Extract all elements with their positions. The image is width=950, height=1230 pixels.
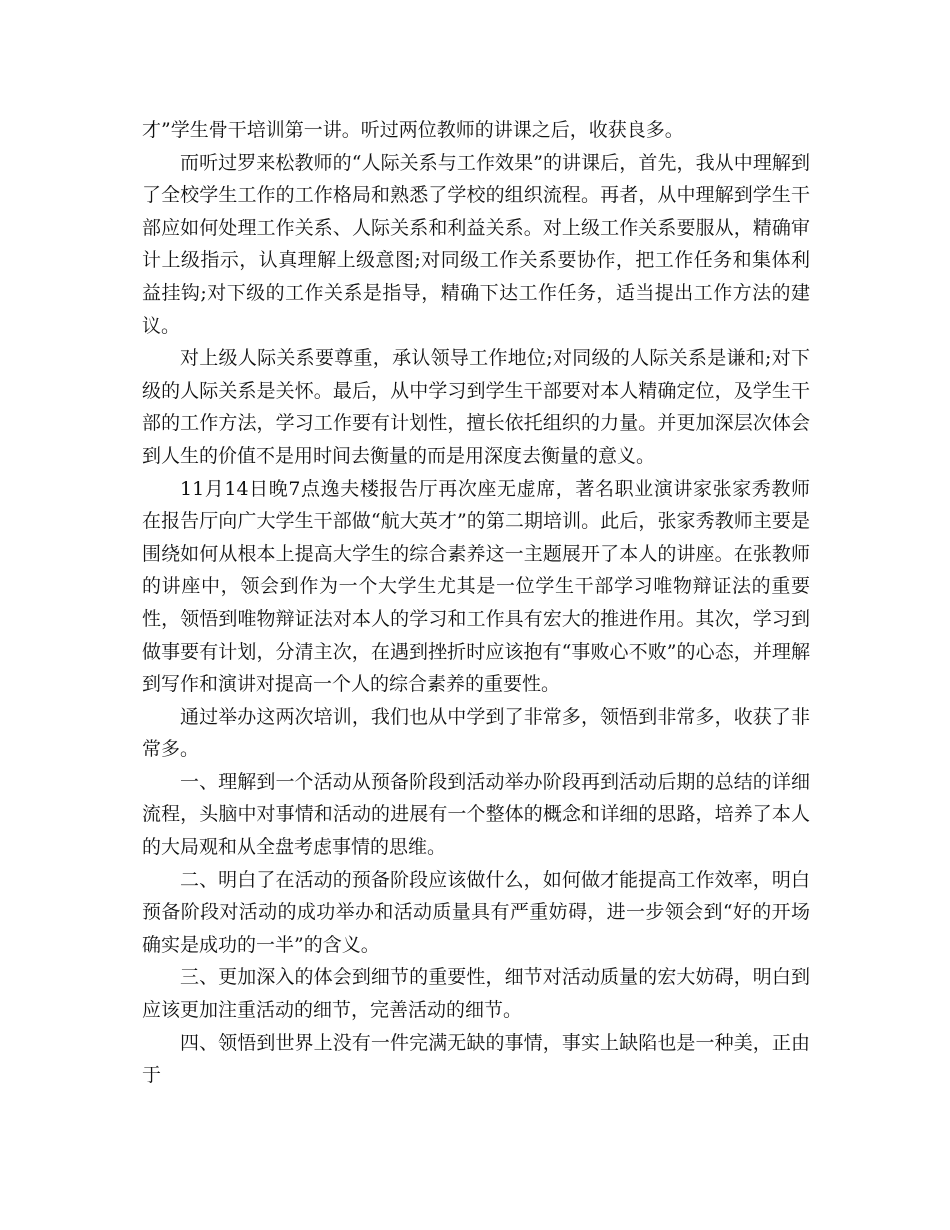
list-paragraph: 三、更加深入的体会到细节的重要性，细节对活动质量的宏大妨碍，明白到应该更加注重活动的细节，完善活动的细节。 [142, 966, 810, 1022]
paragraph-continuation: 才”学生骨干培训第一讲。听过两位教师的讲课之后，收获良多。 [142, 119, 684, 141]
document-body [142, 114, 810, 1092]
list-paragraph: 四、领悟到世界上没有一件完满无缺的事情，事实上缺陷也是一种美，正由于 [142, 1031, 810, 1087]
paragraph: 通过举办这两次培训，我们也从中学到了非常多，领悟到非常多，收获了非常多。 [142, 705, 810, 761]
paragraph: 11月14日晚7点逸夫楼报告厅再次座无虚席，著名职业演讲家张家秀教师在报告厅向广大学生干部做“航大英才”的第二期培训。此后，张家秀教师主要是围绕如何从根本上提高大学生的综合素养这一主题展开了本人的讲座。在张教师的讲座中，领会到作为一个大学生尤其是一位学生干部学习唯物辩证法的重要性，领悟到唯物辩证法对本人的学习和工作具有宏大的推进作用。其次，学习到做事要有计划，分清主次，在遇到挫折时应该抱有“事败心不败”的心态，并理解到写作和演讲对提高一个人的综合素养的重要性。 [142, 477, 810, 696]
list-paragraph: 二、明白了在活动的预备阶段应该做什么，如何做才能提高工作效率，明白预备阶段对活动的成功举办和活动质量具有严重妨碍，进一步领会到“好的开场确实是成功的一半”的含义。 [142, 868, 810, 956]
paragraph: 而听过罗来松教师的“人际关系与工作效果”的讲课后，首先，我从中理解到了全校学生工作的工作格局和熟悉了学校的组织流程。再者，从中理解到学生干部应如何处理工作关系、人际关系和利益关系。对上级工作关系要服从，精确审计上级指示，认真理解上级意图;对同级工作关系要协作，把工作任务和集体利益挂钩;对下级的工作关系是指导，精确下达工作任务，适当提出工作方法的建议。 [142, 151, 810, 337]
paragraph: 对上级人际关系要尊重，承认领导工作地位;对同级的人际关系是谦和;对下级的人际关系是关怀。最后，从中学习到学生干部要对本人精确定位，及学生干部的工作方法，学习工作要有计划性，擅长依托组织的力量。并更加深层次体会到人生的价值不是用时间去衡量的而是用深度去衡量的意义。 [142, 347, 810, 467]
list-paragraph: 一、理解到一个活动从预备阶段到活动举办阶段再到活动后期的总结的详细流程，头脑中对事情和活动的进展有一个整体的概念和详细的思路，培养了本人的大局观和从全盘考虑事情的思维。 [142, 770, 810, 859]
